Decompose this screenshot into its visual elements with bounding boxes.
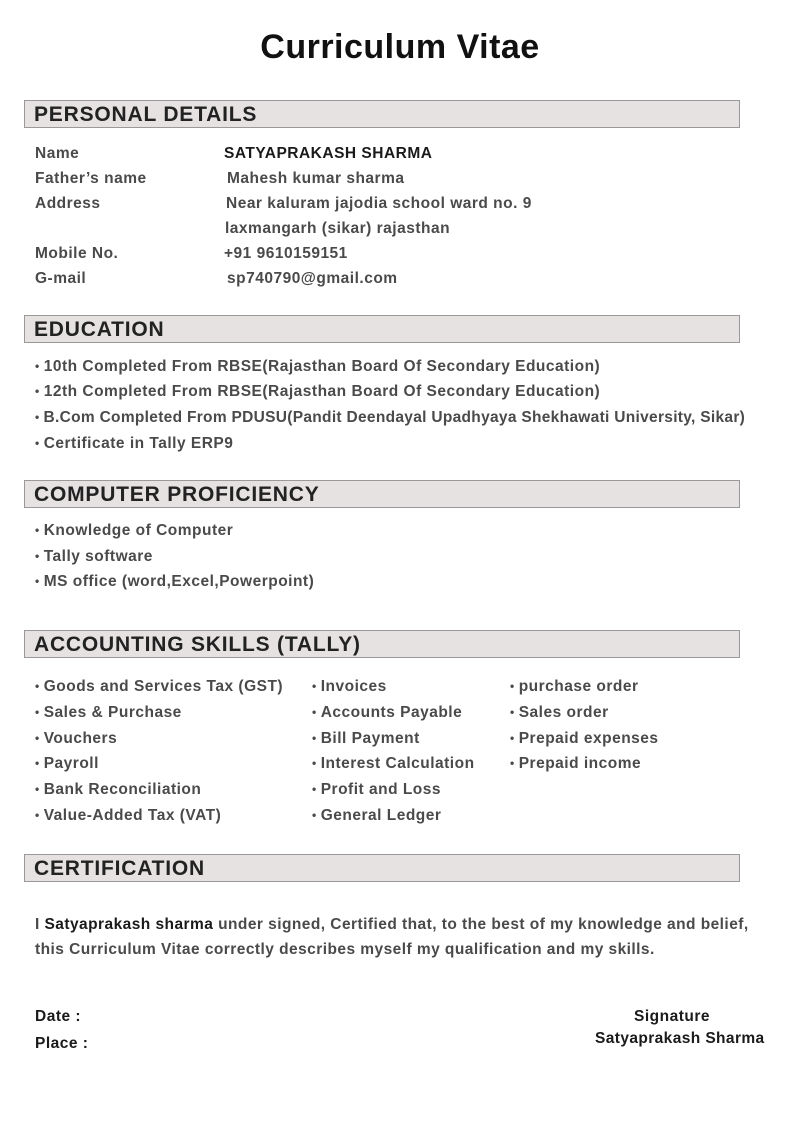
education-item: • 12th Completed From RBSE(Rajasthan Board Of Secondary Education) (35, 383, 600, 401)
certification-text: under signed, Certified that, to the best of my knowledge and belief, this Curriculum Vitae correctly describes myself my qualification and my skills. (35, 916, 749, 958)
personal-details-heading: PERSONAL DETAILS (34, 103, 258, 126)
mobile-value: +91 9610159151 (224, 245, 348, 262)
accounting-skills-heading: ACCOUNTING SKILLS (TALLY) (34, 633, 361, 656)
computer-proficiency-header (24, 480, 740, 508)
education-heading: EDUCATION (34, 318, 165, 341)
date-label: Date : (35, 1008, 82, 1025)
gmail-label: G-mail (35, 270, 87, 287)
place-label: Place : (35, 1035, 89, 1052)
accounting-skill-item: • Invoices (312, 678, 387, 696)
accounting-skill-item: • Interest Calculation (312, 755, 475, 773)
accounting-skill-item: • Sales order (510, 704, 609, 722)
personal-details-header (24, 100, 740, 128)
accounting-skill-item: • Accounts Payable (312, 704, 462, 722)
education-item: • Certificate in Tally ERP9 (35, 435, 233, 453)
accounting-skill-item: • Payroll (35, 755, 99, 773)
signature-name: Satyaprakash Sharma (595, 1030, 765, 1047)
address-line-1: Near kaluram jajodia school ward no. 9 (226, 195, 532, 212)
accounting-skill-item: • General Ledger (312, 807, 441, 825)
certification-name: Satyaprakash sharma (44, 916, 214, 933)
certification-prefix: I (35, 916, 45, 933)
computer-item: • MS office (word,Excel,Powerpoint) (35, 573, 314, 591)
address-line-2: laxmangarh (sikar) rajasthan (225, 220, 451, 237)
accounting-skill-item: • Prepaid income (510, 755, 641, 773)
education-item: • 10th Completed From RBSE(Rajasthan Board Of Secondary Education) (35, 358, 600, 376)
accounting-skill-item: • Vouchers (35, 730, 117, 748)
signature-label: Signature (634, 1008, 710, 1025)
certification-header (24, 854, 740, 882)
page-title: Curriculum Vitae (260, 28, 540, 66)
father-name-label: Father’s name (35, 170, 147, 187)
accounting-skill-item: • Goods and Services Tax (GST) (35, 678, 283, 696)
accounting-skill-item: • Value-Added Tax (VAT) (35, 807, 221, 825)
accounting-skills-header (24, 630, 740, 658)
education-header (24, 315, 740, 343)
accounting-skill-item: • Profit and Loss (312, 781, 441, 799)
accounting-skill-item: • Prepaid expenses (510, 730, 659, 748)
education-item: • B.Com Completed From PDUSU(Pandit Deendayal Upadhyaya Shekhawati University, Sikar) (35, 409, 745, 427)
father-name-value: Mahesh kumar sharma (227, 170, 405, 187)
computer-item: • Knowledge of Computer (35, 522, 233, 540)
mobile-label: Mobile No. (35, 245, 119, 262)
certification-heading: CERTIFICATION (34, 857, 205, 880)
name-value: SATYAPRAKASH SHARMA (224, 145, 433, 162)
name-label: Name (35, 145, 80, 162)
gmail-value: sp740790@gmail.com (227, 270, 398, 287)
accounting-skill-item: • Bill Payment (312, 730, 420, 748)
certification-statement (35, 912, 765, 962)
accounting-skill-item: • Bank Reconciliation (35, 781, 201, 799)
accounting-skill-item: • Sales & Purchase (35, 704, 182, 722)
accounting-skill-item: • purchase order (510, 678, 639, 696)
computer-proficiency-heading: COMPUTER PROFICIENCY (34, 483, 320, 506)
computer-item: • Tally software (35, 548, 153, 566)
address-label: Address (35, 195, 101, 212)
